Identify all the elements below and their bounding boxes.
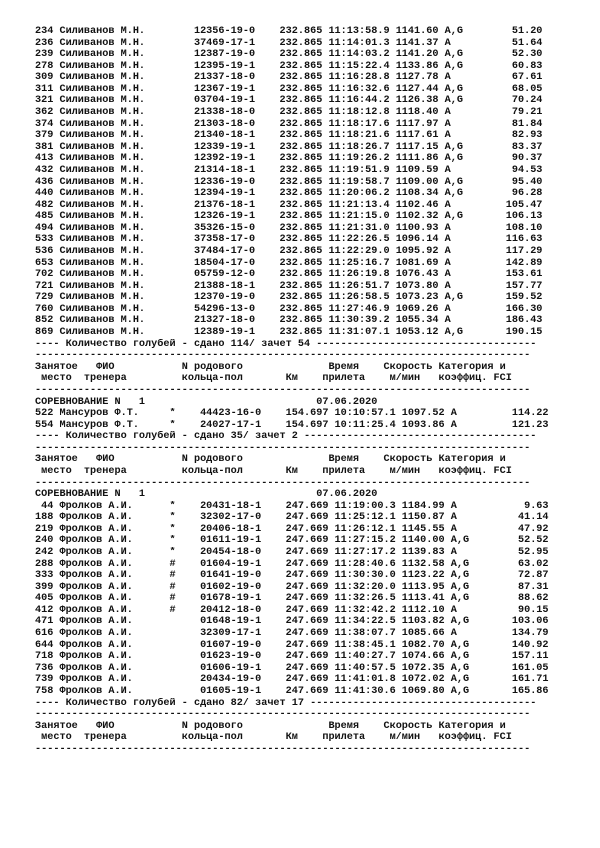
- result-row: 44 Фролков А.И. * 20431-18-1 247.669 11:19:00.3 1184.99 A 9.63: [35, 500, 549, 512]
- result-row: 405 Фролков А.И. # 01678-19-1 247.669 11:32:26.5 1113.41 A,G 88.62: [35, 593, 549, 605]
- result-row: 362 Силиванов М.Н. 21338-18-0 232.865 11:18:12.8 1118.40 A 79.21: [35, 107, 543, 119]
- result-row: 653 Силиванов М.Н. 18504-17-0 232.865 11:25:16.7 1081.69 A 142.89: [35, 257, 543, 269]
- column-header-row-2: место тренера кольца-пол Км прилета м/мин коэффиц. FCI: [35, 465, 512, 477]
- divider: ---------------------------------------------------------------------------------: [35, 384, 531, 396]
- result-row: 760 Силиванов М.Н. 54296-13-0 232.865 11:27:46.9 1069.26 A 166.30: [35, 303, 543, 315]
- result-row: 309 Силиванов М.Н. 21337-18-0 232.865 11:16:28.8 1127.78 A 67.61: [35, 72, 543, 84]
- section-summary: ---- Количество голубей - сдано 82/ зачет 17 -------------------------------------: [35, 697, 537, 709]
- result-row: 702 Силиванов М.Н. 05759-12-0 232.865 11:26:19.8 1076.43 A 153.61: [35, 269, 543, 281]
- column-header-row-2: место тренера кольца-пол Км прилета м/мин коэффиц. FCI: [35, 373, 512, 385]
- divider: ---------------------------------------------------------------------------------: [35, 709, 531, 721]
- result-row: 440 Силиванов М.Н. 12394-19-1 232.865 11:20:06.2 1108.34 A,G 96.28: [35, 188, 543, 200]
- result-row: 471 Фролков А.И. 01648-19-1 247.669 11:34:22.5 1103.82 A,G 103.06: [35, 616, 549, 628]
- result-row: 718 Фролков А.И. 01623-19-0 247.669 11:40:27.7 1074.66 A,G 157.11: [35, 651, 549, 663]
- result-row: 239 Силиванов М.Н. 12387-19-0 232.865 11:14:03.2 1141.20 A,G 52.30: [35, 49, 543, 61]
- result-row: 494 Силиванов М.Н. 35326-15-0 232.865 11:21:31.0 1100.93 A 108.10: [35, 222, 543, 234]
- result-row: 616 Фролков А.И. 32309-17-1 247.669 11:38:07.7 1085.66 A 134.79: [35, 628, 549, 640]
- result-row: 381 Силиванов М.Н. 12339-19-1 232.865 11:18:26.7 1117.15 A,G 83.37: [35, 141, 543, 153]
- result-row: 432 Силиванов М.Н. 21314-18-1 232.865 11:19:51.9 1109.59 A 94.53: [35, 164, 543, 176]
- column-header-row-1: Занятое ФИО N родового Время Скорость Категория и: [35, 720, 506, 732]
- result-row: 374 Силиванов М.Н. 21303-18-0 232.865 11:18:17.6 1117.97 A 81.84: [35, 118, 543, 130]
- result-row: 739 Фролков А.И. 20434-19-0 247.669 11:41:01.8 1072.02 A,G 161.71: [35, 674, 549, 686]
- result-row: 485 Силиванов М.Н. 12326-19-1 232.865 11:21:15.0 1102.32 A,G 106.13: [35, 211, 543, 223]
- result-row: 533 Силиванов М.Н. 37358-17-0 232.865 11:22:26.5 1096.14 A 116.63: [35, 234, 543, 246]
- competition-heading: СОРЕВНОВАНИЕ N 1 07.06.2020: [35, 396, 378, 408]
- result-row: 188 Фролков А.И. * 32302-17-0 247.669 11:25:12.1 1150.87 A 41.14: [35, 512, 549, 524]
- divider: ---------------------------------------------------------------------------------: [35, 743, 531, 755]
- result-row: 758 Фролков А.И. 01605-19-1 247.669 11:41:30.6 1069.80 A,G 165.86: [35, 685, 549, 697]
- section-summary: ---- Количество голубей - сдано 35/ зачет 2 --------------------------------------: [35, 431, 537, 443]
- result-row: 399 Фролков А.И. # 01602-19-0 247.669 11:32:20.0 1113.95 A,G 87.31: [35, 581, 549, 593]
- result-row: 219 Фролков А.И. * 20406-18-1 247.669 11:26:12.1 1145.55 A 47.92: [35, 523, 549, 535]
- result-row: 721 Силиванов М.Н. 21388-18-1 232.865 11:26:51.7 1073.80 A 157.77: [35, 280, 543, 292]
- divider: ---------------------------------------------------------------------------------: [35, 477, 531, 489]
- column-header-row-2: место тренера кольца-пол Км прилета м/мин коэффиц. FCI: [35, 732, 512, 744]
- result-row: 536 Силиванов М.Н. 37484-17-0 232.865 11:22:29.0 1095.92 A 117.29: [35, 245, 543, 257]
- result-row: 554 Мансуров Ф.Т. * 24027-17-1 154.697 10:11:25.4 1093.86 A 121.23: [35, 419, 549, 431]
- divider: ---------------------------------------------------------------------------------: [35, 442, 531, 454]
- result-row: 311 Силиванов М.Н. 12367-19-1 232.865 11:16:32.6 1127.44 A,G 68.05: [35, 83, 543, 95]
- result-row: 736 Фролков А.И. 01606-19-1 247.669 11:40:57.5 1072.35 A,G 161.05: [35, 662, 549, 674]
- result-row: 482 Силиванов М.Н. 21376-18-1 232.865 11:21:13.4 1102.46 A 105.47: [35, 199, 543, 211]
- result-row: 333 Фролков А.И. # 01641-19-0 247.669 11:30:30.0 1123.22 A,G 72.87: [35, 570, 549, 582]
- result-row: 278 Силиванов М.Н. 12395-19-1 232.865 11:15:22.4 1133.86 A,G 60.83: [35, 60, 543, 72]
- column-header-row-1: Занятое ФИО N родового Время Скорость Категория и: [35, 454, 506, 466]
- result-row: 413 Силиванов М.Н. 12392-19-1 232.865 11:19:26.2 1111.86 A,G 90.37: [35, 153, 543, 165]
- result-row: 379 Силиванов М.Н. 21340-18-1 232.865 11:18:21.6 1117.61 A 82.93: [35, 130, 543, 142]
- result-row: 242 Фролков А.И. * 20454-18-0 247.669 11:27:17.2 1139.83 A 52.95: [35, 547, 549, 559]
- result-row: 288 Фролков А.И. # 01604-19-1 247.669 11:28:40.6 1132.58 A,G 63.02: [35, 558, 549, 570]
- result-row: 869 Силиванов М.Н. 12389-19-1 232.865 11:31:07.1 1053.12 A,G 190.15: [35, 327, 543, 339]
- column-header-row-1: Занятое ФИО N родового Время Скорость Категория и: [35, 361, 506, 373]
- result-row: 234 Силиванов М.Н. 12356-19-0 232.865 11:13:58.9 1141.60 A,G 51.20: [35, 26, 543, 37]
- competition-heading: СОРЕВНОВАНИЕ N 1 07.06.2020: [35, 489, 378, 501]
- result-row: 729 Силиванов М.Н. 12370-19-0 232.865 11:26:58.5 1073.23 A,G 159.52: [35, 292, 543, 304]
- result-row: 644 Фролков А.И. 01607-19-0 247.669 11:38:45.1 1082.70 A,G 140.92: [35, 639, 549, 651]
- result-row: 436 Силиванов М.Н. 12336-19-0 232.865 11:19:58.7 1109.00 A,G 95.40: [35, 176, 543, 188]
- result-row: 412 Фролков А.И. # 20412-18-0 247.669 11:32:42.2 1112.10 A 90.15: [35, 604, 549, 616]
- divider: ---------------------------------------------------------------------------------: [35, 350, 531, 362]
- result-row: 321 Силиванов М.Н. 03704-19-1 232.865 11:16:44.2 1126.38 A,G 70.24: [35, 95, 543, 107]
- result-row: 852 Силиванов М.Н. 21327-18-0 232.865 11:30:39.2 1055.34 A 186.43: [35, 315, 543, 327]
- result-row: 240 Фролков А.И. * 01611-19-1 247.669 11:27:15.2 1140.00 A,G 52.52: [35, 535, 549, 547]
- section-summary: ---- Количество голубей - сдано 114/ зачет 54 ------------------------------------: [35, 338, 537, 350]
- result-row: 522 Мансуров Ф.Т. * 44423-16-0 154.697 10:10:57.1 1097.52 A 114.22: [35, 408, 549, 420]
- result-row: 236 Силиванов М.Н. 37469-17-1 232.865 11:14:01.3 1141.37 A 51.64: [35, 37, 543, 49]
